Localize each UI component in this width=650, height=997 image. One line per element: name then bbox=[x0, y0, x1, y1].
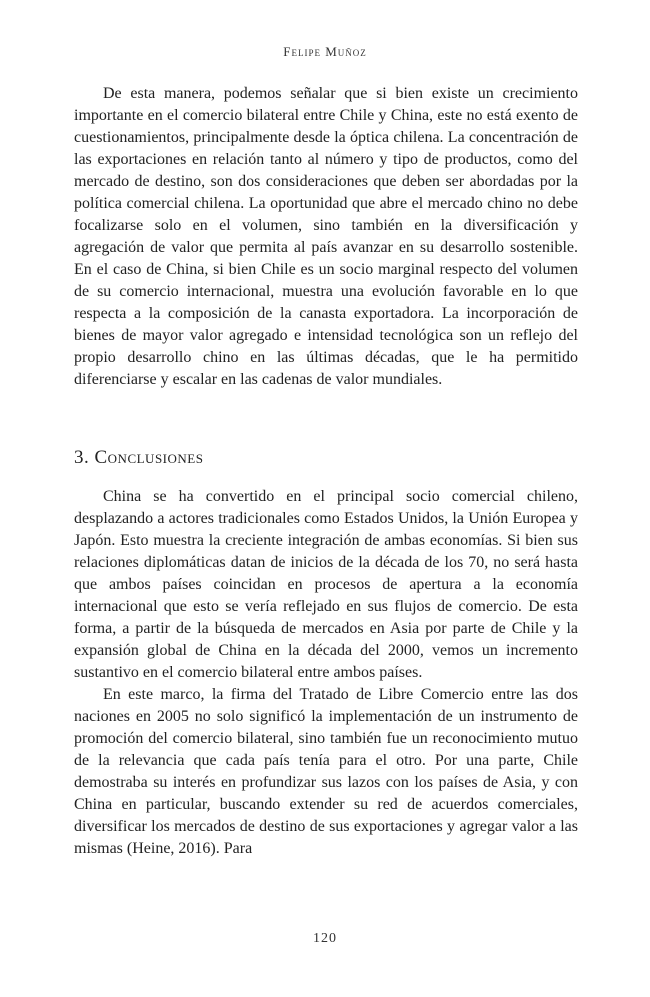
intro-text-block bbox=[74, 83, 578, 391]
conclusions-text-block bbox=[74, 486, 578, 860]
running-header: Felipe Muñoz bbox=[283, 44, 367, 59]
paragraph: De esta manera, podemos señalar que si bien existe un crecimiento importante en el comercio bilateral entre Chile y China, este no está exento de cuestionamientos, principalmente desde la óptica chilena. La concentración de las exportaciones en relación tanto al número y tipo de productos, como del mercado de destino, son dos consideraciones que deben ser abordadas por la política comercial chilena. La oportunidad que abre el mercado chino no debe focalizarse solo en el volumen, sino también en la diversificación y agregación de valor que permita al país avanzar en su desarrollo sostenible. En el caso de China, si bien Chile es un socio marginal respecto del volumen de su comercio internacional, muestra una evolución favorable en lo que respecta a la composición de la canasta exportadora. La incorporación de bienes de mayor valor agregado e intensidad tecnológica son un reflejo del propio desarrollo chino en las últimas décadas, que le ha permitido diferenciarse y escalar en las cadenas de valor mundiales. bbox=[74, 85, 578, 388]
paragraph: China se ha convertido en el principal socio comercial chileno, desplazando a actores tradicionales como Estados Unidos, la Unión Europea y Japón. Esto muestra la creciente integración de ambas economías. Si bien sus relaciones diplomáticas datan de inicios de la década de los 70, no será hasta que ambos países coincidan en procesos de apertura a la economía internacional que esto se vería reflejado en sus flujos de comercio. De esta forma, a partir de la búsqueda de mercados en Asia por parte de Chile y la expansión global de China en la década del 2000, vemos un incremento sustantivo en el comercio bilateral entre ambos países. bbox=[74, 488, 578, 681]
page-number: 120 bbox=[313, 931, 337, 946]
section-heading: 3. Conclusiones bbox=[74, 447, 204, 468]
paragraph: En este marco, la firma del Tratado de Libre Comercio entre las dos naciones en 2005 no solo significó la implementación de un instrumento de promoción del comercio bilateral, sino también fue un reconocimiento mutuo de la relevancia que cada país tenía para el otro. Por una parte, Chile demostraba su interés en profundizar sus lazos con los países de Asia, y con China en particular, buscando extender su red de acuerdos comerciales, diversificar los mercados de destino de sus exportaciones y agregar valor a las mismas (Heine, 2016). Para bbox=[74, 686, 578, 857]
